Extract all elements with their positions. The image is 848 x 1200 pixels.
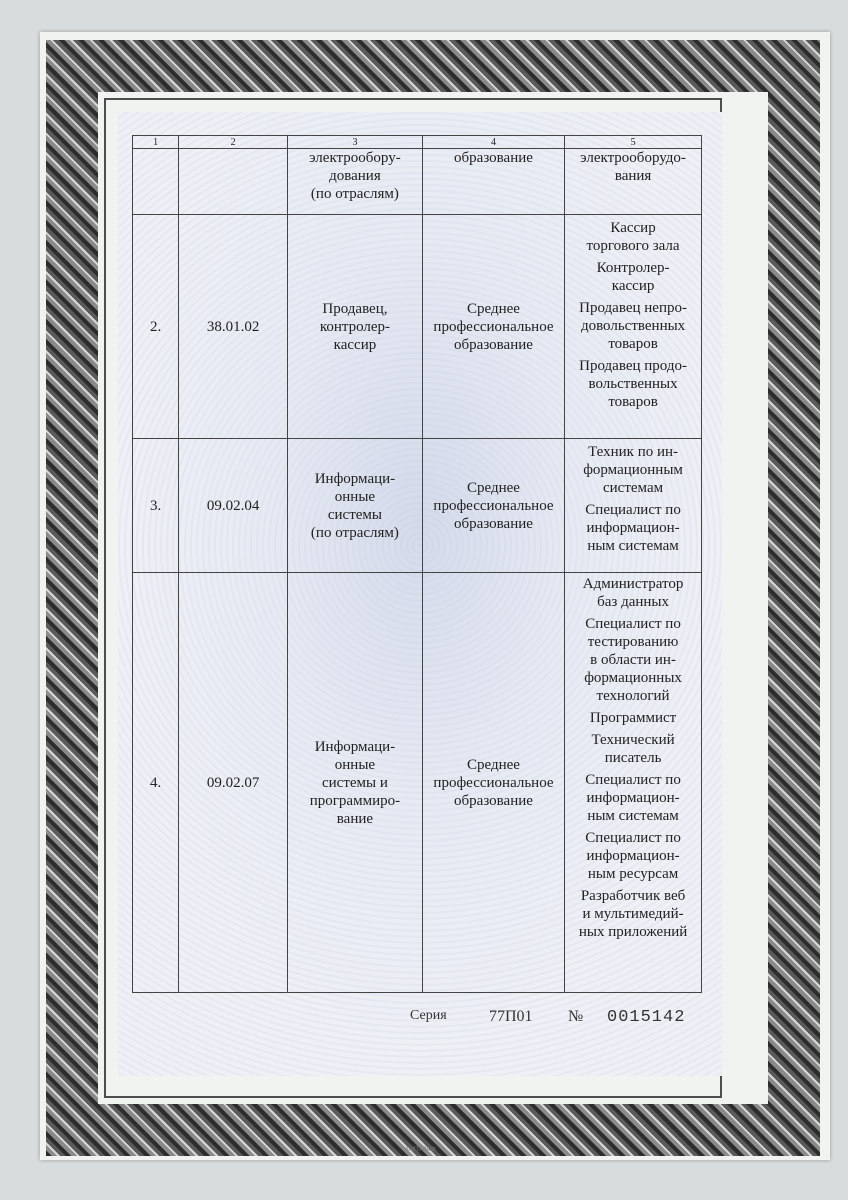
row-education-level: Среднее профессиональное образование: [422, 215, 564, 439]
document-number: 0015142: [607, 1008, 686, 1027]
header-col-1: 1: [133, 136, 179, 149]
row-specialty-name: электрообору- дования (по отраслям): [288, 149, 423, 215]
row-code: 09.02.04: [179, 439, 288, 573]
row-code: [179, 149, 288, 215]
row-number: [133, 149, 179, 215]
qualification: электрооборудо- вания: [580, 150, 686, 184]
row-code: 09.02.07: [179, 573, 288, 993]
row-number: 2.: [133, 215, 179, 439]
qualification: Разработчик веб и мультимедий- ных приложений: [578, 888, 688, 940]
qualification: Продавец непро- довольственных товаров: [579, 300, 687, 352]
row-qualifications: [565, 215, 702, 439]
row-qualifications: [565, 573, 702, 993]
qualification: Технический писатель: [591, 732, 675, 766]
qualification: Администратор баз данных: [582, 576, 684, 610]
row-specialty-name: Продавец, контролер- кассир: [288, 215, 423, 439]
qualification: Программист: [589, 710, 677, 726]
qualification: Продавец продо- вольственных товаров: [579, 358, 687, 410]
table-row: [133, 215, 702, 439]
row-number: 4.: [133, 573, 179, 993]
qualification: Специалист по информацион- ным ресурсам: [585, 830, 681, 882]
number-sign: №: [568, 1008, 584, 1025]
row-education-level: Среднее профессиональное образование: [422, 573, 564, 993]
qualification: Контролер- кассир: [596, 260, 670, 294]
qualifications-table: [132, 135, 702, 993]
table-row: [133, 439, 702, 573]
row-code: 38.01.02: [179, 215, 288, 439]
header-col-3: 3: [288, 136, 423, 149]
table-header-row: [133, 136, 702, 149]
printer-mark: ©ИТГРАФ: [405, 1146, 436, 1153]
series-label: Серия: [410, 1008, 447, 1023]
qualification: Кассир торгового зала: [586, 220, 680, 254]
row-education-level: образование: [422, 149, 564, 215]
row-number: 3.: [133, 439, 179, 573]
row-qualifications: [565, 439, 702, 573]
qualification: Техник по ин- формационным системам: [583, 444, 683, 496]
row-specialty-name: Информаци- онные системы (по отраслям): [288, 439, 423, 573]
qualification: Специалист по информацион- ным системам: [585, 502, 681, 554]
series-value: 77П01: [489, 1008, 533, 1025]
qualification: Специалист по тестированию в области ин- формационных технологий: [584, 616, 682, 704]
row-specialty-name: Информаци- онные системы и программиро- вание: [288, 573, 423, 993]
row-education-level: Среднее профессиональное образование: [422, 439, 564, 573]
table-row: [133, 149, 702, 215]
table-row: [133, 573, 702, 993]
header-col-4: 4: [422, 136, 564, 149]
header-col-2: 2: [179, 136, 288, 149]
row-qualifications: [565, 149, 702, 215]
qualification: Специалист по информацион- ным системам: [585, 772, 681, 824]
header-col-5: 5: [565, 136, 702, 149]
